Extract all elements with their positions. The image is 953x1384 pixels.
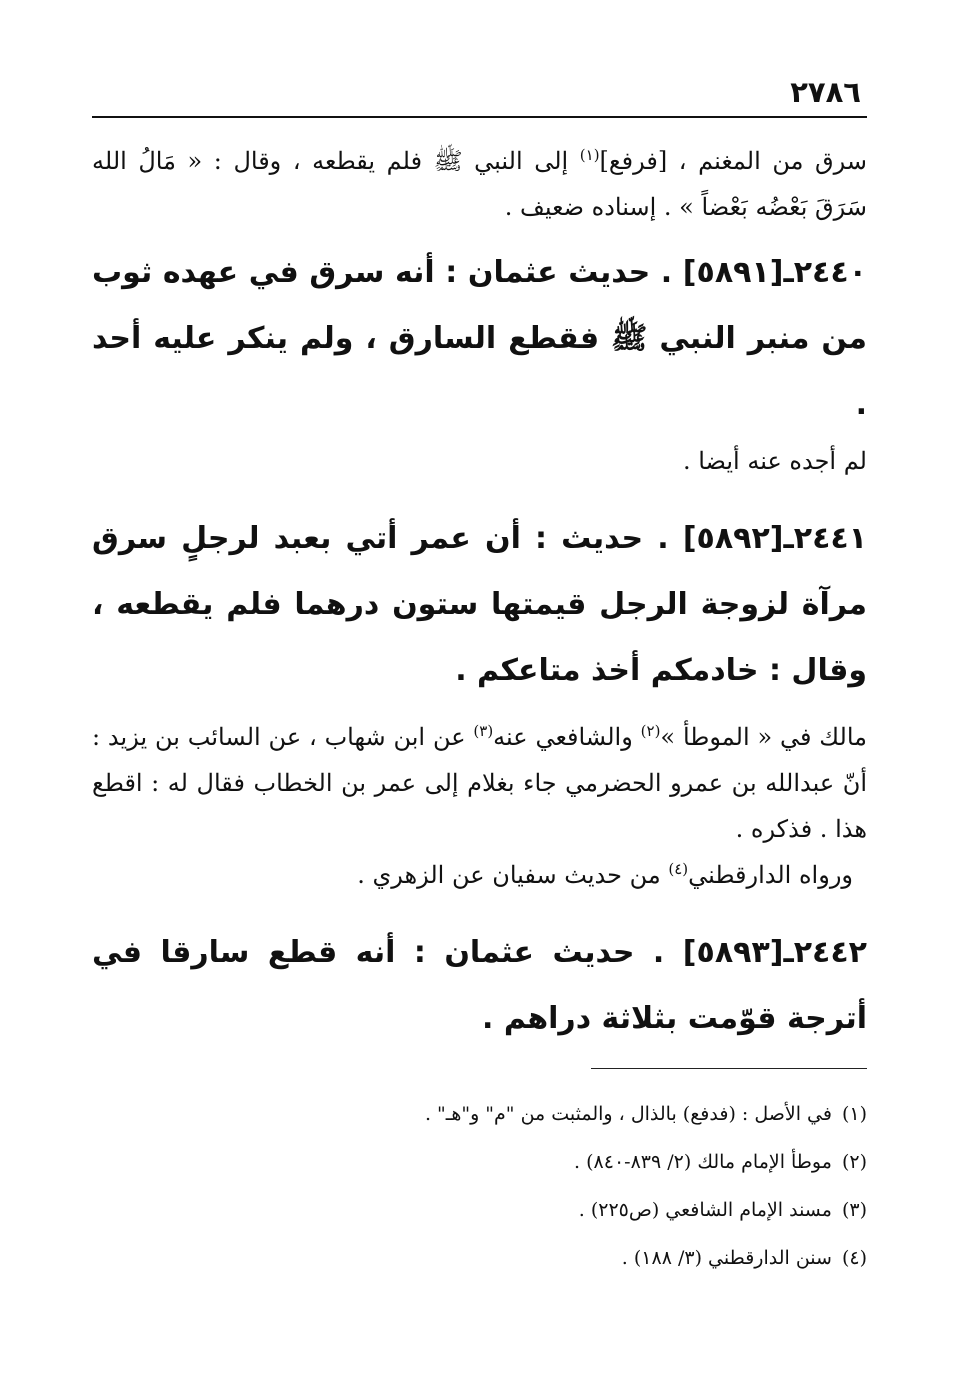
footnote-ref: (٣) [473,722,494,740]
main-text [92,138,867,1052]
hadith-number: ٢٤٤٢ـ [783,935,867,970]
hadith-2441 [92,506,867,704]
hadith-number: ٢٤٤١ـ [783,521,868,556]
footnote-ref: (٤) [668,860,689,878]
hadith-ref: [٥٨٩٣] [682,935,784,970]
footnote-ref: (٢) [640,722,661,740]
paragraph-text: إلى النبي ﷺ فلم يقطعه ، وقال : « مَالُ الله سَرَقَ بَعْضُه بَعْضاً » . إسناده ضعيف . [92,147,867,221]
footnote-ref: (١) [579,146,600,164]
footnote-mark: (٤) [841,1247,867,1269]
spacer [92,898,867,920]
footnote-text: موطأ الإمام مالك (٢/ ٨٣٩-٨٤٠) . [574,1151,832,1173]
footnote-text: سنن الدارقطني (٣/ ١٨٨) . [621,1247,832,1269]
hadith-text: . حديث : أن عمر أتي بعبد لرجلٍ سرق مرآة لزوجة الرجل قيمتها ستون درهما فلم يقطعه ، وقال : خادمكم أخذ متاعكم . [92,521,867,688]
commentary-2441 [92,714,867,852]
footnote-mark: (١) [841,1103,867,1125]
paragraph-text: والشافعي عنه [493,723,641,751]
commentary-2440: لم أجده عنه أيضا . [682,447,867,475]
hadith-2442 [92,920,867,1052]
paragraph-text: ورواه الدارقطني [688,861,853,889]
footnote-text: في الأصل : (فدفع) بالذال ، والمثبت من "م" و"هـ" . [424,1103,832,1125]
hadith-text: . حديث عثمان : أنه سرق في عهده ثوب من منبر النبي ﷺ فقطع السارق ، ولم ينكر عليه أحد . [92,255,867,422]
hadith-ref: [٥٨٩٢] [682,521,784,556]
spacer [92,704,867,714]
hadith-2440 [92,240,867,438]
paragraph-text: مالك في « الموطأ » [660,723,868,751]
footnote-4 [92,1234,867,1282]
paragraph-text: من حديث سفيان عن الزهري . [357,861,669,889]
footnote-1 [92,1090,867,1138]
paragraph-text: عن ابن شهاب ، عن السائب بن يزيد : أنّ عبدالله بن عمرو الحضرمي جاء بغلام إلى عمر بن الخطاب فقال له : اقطع هذا . فذكره . [92,723,867,843]
footnote-3 [92,1186,867,1234]
footnote-mark: (٣) [841,1199,867,1221]
footnote-rule [591,1068,867,1069]
footnotes [92,1090,867,1282]
paragraph-continuation [92,138,867,230]
hadith-ref: [٥٨٩١] [682,255,784,290]
header-rule [92,116,867,118]
commentary-2441-b [92,852,867,898]
footnote-text: مسند الإمام الشافعي (ص٢٢٥) . [578,1199,832,1221]
footnote-2 [92,1138,867,1186]
spacer [92,230,867,240]
page-number: ٢٧٨٦ [790,75,861,109]
footnote-mark: (٢) [841,1151,867,1173]
spacer [92,484,867,506]
paragraph-text: سرق من المغنم ، [فرفع] [599,147,867,175]
hadith-text: . حديث عثمان : أنه قطع سارقا في أترجة قوّمت بثلاثة دراهم . [92,935,867,1036]
hadith-number: ٢٤٤٠ـ [783,255,867,290]
